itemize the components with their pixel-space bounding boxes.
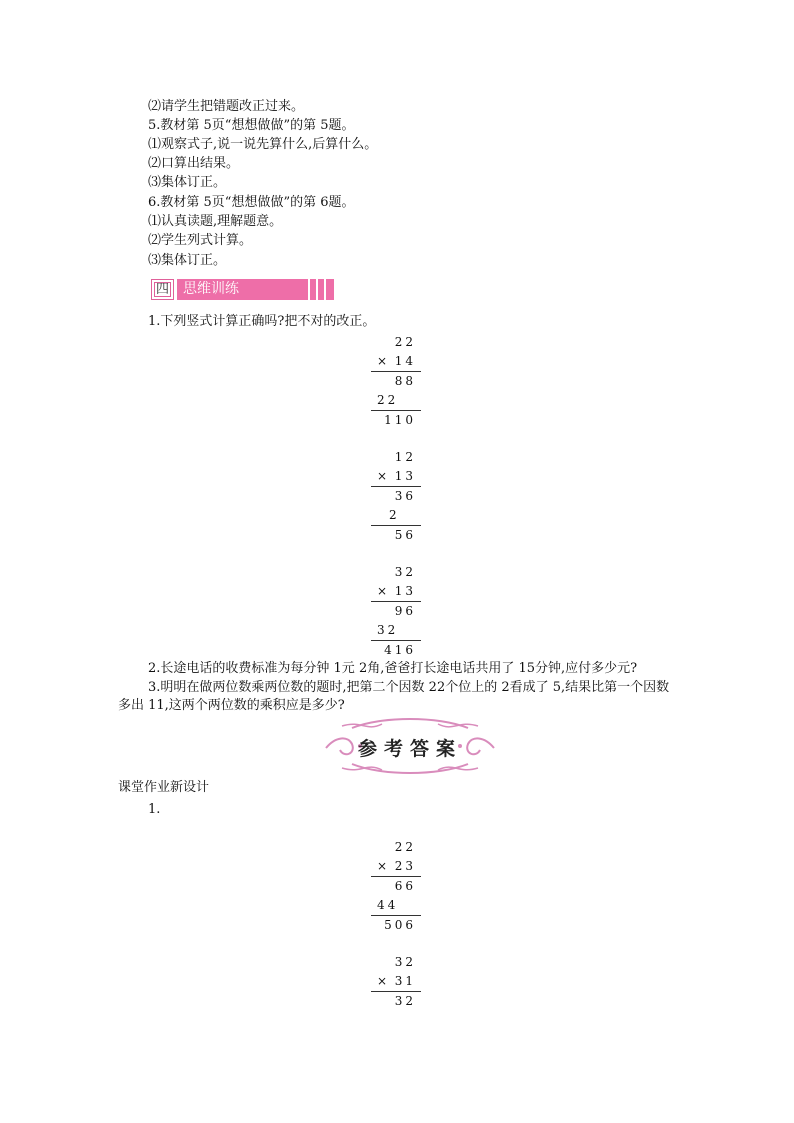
product: 56 xyxy=(394,528,416,542)
partial-product-2: 22 xyxy=(377,393,399,407)
multiplicand: 22 xyxy=(394,335,416,349)
partial-product-2: 2 xyxy=(389,508,400,522)
text-line: 5.教材第 5页“想想做做”的第 5题。 xyxy=(148,118,355,133)
partial-product-1: 36 xyxy=(394,489,416,503)
section-banner xyxy=(151,279,334,300)
section-number: 四 xyxy=(155,282,169,297)
banner-stripe xyxy=(308,279,310,300)
partial-product-1: 88 xyxy=(394,374,416,388)
partial-product-1: 96 xyxy=(394,604,416,618)
text-line: ⑴观察式子,说一说先算什么,后算什么。 xyxy=(148,137,378,152)
section-number-box xyxy=(151,279,174,300)
vertical-multiplication xyxy=(371,563,421,660)
vertical-multiplication xyxy=(371,953,421,1011)
multiplicand: 32 xyxy=(394,565,416,579)
times-sign: × xyxy=(377,354,388,368)
answer-item: 1. xyxy=(148,802,161,817)
answer-title: 参考答案 xyxy=(357,738,462,760)
text-line: ⑵口算出结果。 xyxy=(148,156,240,171)
section-title: 思维训练 xyxy=(183,281,239,297)
multiplier: 13 xyxy=(394,584,416,598)
times-sign: × xyxy=(377,584,388,598)
question-3: 3.明明在做两位数乘两位数的题时,把第二个因数 22个位上的 2看成了 5,结果比第一个因数多出 11,这两个两位数的乘积应是多少? xyxy=(118,680,670,713)
multiplicand: 22 xyxy=(394,840,416,854)
multiplier: 14 xyxy=(394,354,416,368)
multiplicand: 12 xyxy=(394,450,416,464)
times-sign: × xyxy=(377,859,388,873)
partial-product-2: 44 xyxy=(377,898,399,912)
partial-product-2: 32 xyxy=(377,623,399,637)
multiplier: 31 xyxy=(394,974,416,988)
multiplier: 23 xyxy=(394,859,416,873)
product: 506 xyxy=(384,918,416,932)
banner-stripe xyxy=(316,279,318,300)
text-line: ⑶集体订正。 xyxy=(148,175,227,190)
text-line: ⑵学生列式计算。 xyxy=(148,233,253,248)
times-sign: × xyxy=(377,469,388,483)
vertical-multiplication xyxy=(371,838,421,935)
partial-product-1: 66 xyxy=(394,879,416,893)
answer-header xyxy=(322,714,498,778)
answer-section-title: 课堂作业新设计 xyxy=(118,780,210,795)
question-2: 2.长途电话的收费标准为每分钟 1元 2角,爸爸打长途电话共用了 15分钟,应付多少元? xyxy=(148,661,638,676)
product: 110 xyxy=(384,413,416,427)
banner-stripe xyxy=(324,279,326,300)
multiplier: 13 xyxy=(394,469,416,483)
text-line: 6.教材第 5页“想想做做”的第 6题。 xyxy=(148,195,355,210)
product: 416 xyxy=(384,643,416,657)
vertical-multiplication xyxy=(371,333,421,430)
question-1: 1.下列竖式计算正确吗?把不对的改正。 xyxy=(148,314,376,329)
partial-product-1: 32 xyxy=(394,994,416,1008)
text-line: ⑴认真读题,理解题意。 xyxy=(148,214,283,229)
text-line: ⑶集体订正。 xyxy=(148,253,227,268)
multiplicand: 32 xyxy=(394,955,416,969)
vertical-multiplication xyxy=(371,448,421,545)
times-sign: × xyxy=(377,974,388,988)
text-line: ⑵请学生把错题改正过来。 xyxy=(148,99,305,114)
